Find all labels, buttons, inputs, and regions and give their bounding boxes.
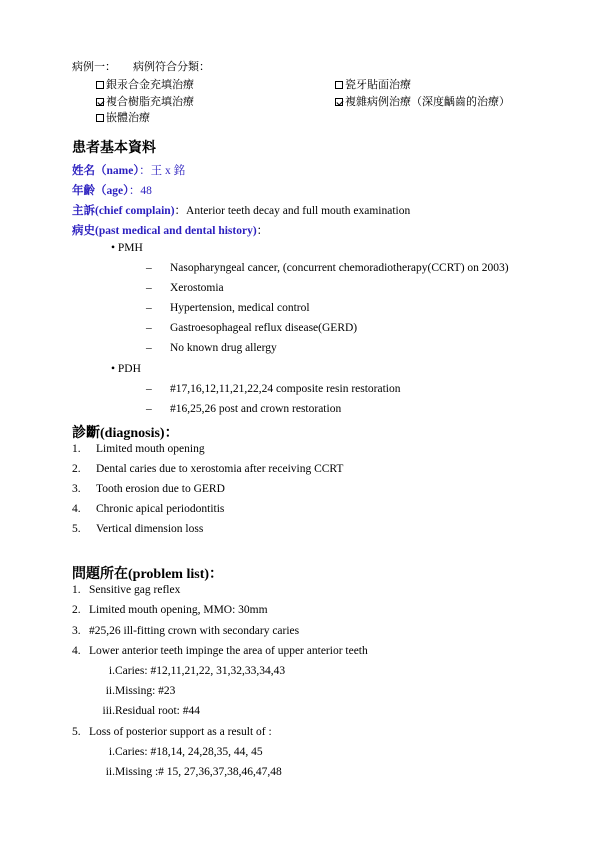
- pmh-item: – Nasopharyngeal cancer, (concurrent chemoradiotherapy(CCRT) on 2003): [146, 262, 509, 274]
- diagnosis-item: 4. Chronic apical periodontitis: [72, 503, 225, 515]
- option-label: 複合樹脂充填治療: [106, 96, 194, 108]
- pmh-item: – No known drug allergy: [146, 342, 277, 354]
- diagnosis-item: 5. Vertical dimension loss: [72, 523, 204, 535]
- problem-item: 1. Sensitive gag reflex: [72, 584, 181, 596]
- option-label: 銀汞合金充填治療: [106, 79, 194, 91]
- dash-icon: –: [146, 342, 152, 354]
- option-composite[interactable]: [96, 93, 194, 109]
- history-colon: ：: [256, 225, 269, 237]
- checkbox-checked-icon[interactable]: [96, 98, 104, 106]
- problem-item: 3. #25,26 ill-fitting crown with secondary caries: [72, 625, 300, 637]
- category-label: 病例符合分類：: [133, 61, 210, 73]
- problem-subitem: iii.Residual root: #44: [102, 705, 200, 717]
- history-line: [72, 222, 268, 238]
- dash-icon: –: [146, 322, 152, 334]
- option-amalgam[interactable]: [96, 76, 194, 92]
- option-veneer[interactable]: [335, 76, 411, 92]
- patient-heading: 患者基本資料: [72, 141, 156, 156]
- diagnosis-heading: 診斷(diagnosis)：: [72, 426, 179, 441]
- age-label: 年齡（age）: [72, 185, 129, 197]
- pmh-item: – Hypertension, medical control: [146, 302, 310, 314]
- history-label: 病史(past medical and dental history): [72, 225, 257, 237]
- problem-item: 5. Loss of posterior support as a result of :: [72, 726, 272, 738]
- option-label: 瓷牙貼面治療: [345, 79, 411, 91]
- age-line: [72, 182, 152, 198]
- pmh-label: • PMH: [111, 242, 143, 254]
- pmh-item: – Xerostomia: [146, 282, 224, 294]
- pdh-label: • PDH: [111, 363, 141, 375]
- name-line: [72, 162, 185, 178]
- option-complex-case[interactable]: [335, 93, 510, 109]
- chief-complaint-label: 主訴(chief complain): [72, 205, 175, 217]
- diagnosis-item: 1. Limited mouth opening: [72, 443, 205, 455]
- chief-complaint-line: [72, 202, 410, 218]
- dash-icon: –: [146, 262, 152, 274]
- pmh-item: – Gastroesophageal reflux disease(GERD): [146, 322, 358, 334]
- chief-complaint-value: ：Anterior teeth decay and full mouth examination: [174, 205, 411, 217]
- problem-heading: 問題所在(problem list)：: [72, 567, 224, 582]
- diagnosis-item: 3. Tooth erosion due to GERD: [72, 483, 225, 495]
- name-label: 姓名（name）: [72, 165, 140, 177]
- checkbox-checked-icon[interactable]: [335, 98, 343, 106]
- pdh-item: – #16,25,26 post and crown restoration: [146, 403, 342, 415]
- checkbox-icon[interactable]: [96, 114, 104, 122]
- checkbox-icon[interactable]: [96, 81, 104, 89]
- checkbox-icon[interactable]: [335, 81, 343, 89]
- dash-icon: –: [146, 383, 152, 395]
- problem-subitem: ii.Missing :# 15, 27,36,37,38,46,47,48: [105, 766, 282, 778]
- diagnosis-item: 2. Dental caries due to xerostomia after receiving CCRT: [72, 463, 344, 475]
- case-label: 病例一：: [72, 61, 116, 73]
- dash-icon: –: [146, 282, 152, 294]
- problem-subitem: i.Caries: #12,11,21,22, 31,32,33,34,43: [108, 665, 286, 677]
- problem-subitem: ii.Missing: #23: [105, 685, 176, 697]
- problem-item: 2. Limited mouth opening, MMO: 30mm: [72, 604, 268, 616]
- option-label: 嵌體治療: [106, 112, 150, 124]
- name-value: ：王 x 銘: [139, 165, 186, 177]
- dash-icon: –: [146, 302, 152, 314]
- option-inlay[interactable]: [96, 109, 150, 125]
- pdh-item: – #17,16,12,11,21,22,24 composite resin restoration: [146, 383, 401, 395]
- dash-icon: –: [146, 403, 152, 415]
- age-value: ：48: [128, 185, 152, 197]
- problem-item: 4. Lower anterior teeth impinge the area of upper anterior teeth: [72, 645, 368, 657]
- option-label: 複雜病例治療（深度齲齒的治療）: [345, 96, 510, 108]
- problem-subitem: i.Caries: #18,14, 24,28,35, 44, 45: [108, 746, 263, 758]
